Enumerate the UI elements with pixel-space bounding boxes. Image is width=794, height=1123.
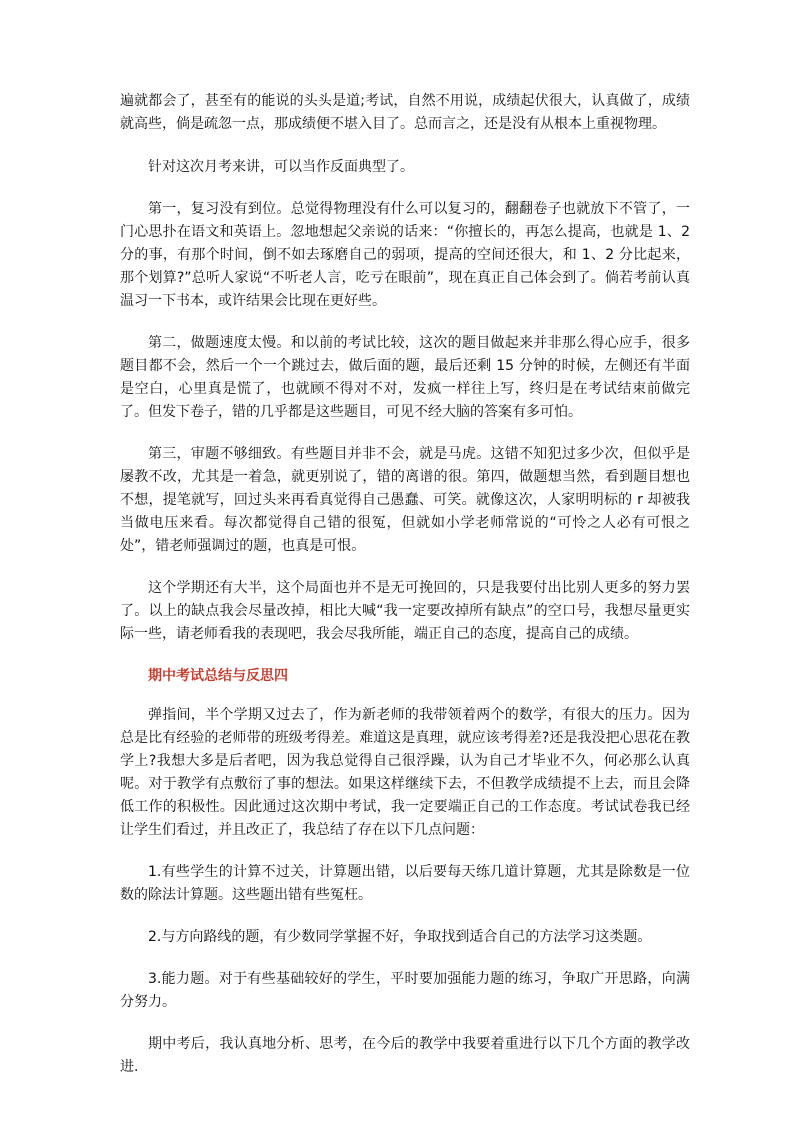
- paragraph-continuation: 遍就都会了，甚至有的能说的头头是道;考试，自然不用说，成绩起伏很大，认真做了，成绩就高些，倘是疏忽一点，那成绩便不堪入目了。总而言之，还是没有从根本上重视物理。: [120, 93, 690, 132]
- section-heading: 期中考试总结与反思四: [148, 668, 288, 684]
- paragraph-point-two: 第二，做题速度太慢。和以前的考试比较，这次的题目做起来并非那么得心应手，很多题目都不会，然后一个一个跳过去，做后面的题，最后还剩 15 分钟的时候，左侧还有半面是空白，心里真是慌了，也就顾不得对不对，发疯一样往上写，终归是在考试结束前做完了。但发下卷子，错的几乎都是这些题目，可见不经大脑的答案有多可怕。: [120, 335, 690, 420]
- document-page: [120, 90, 690, 1098]
- paragraph-intro: 弹指间，半个学期又过去了，作为新老师的我带领着两个的数学，有很大的压力。因为总是比有经验的老师带的班级考得差。难道这是真理，就应该考得差?还是我没把心思花在教学上?我想大多是后者吧，因为我总觉得自己很浮躁，认为自己才毕业不久，何必那么认真呢。对于教学有点敷衍了事的想法。如果这样继续下去，不但教学成绩提不上去，而且会降低工作的积极性。因此通过这次期中考试，我一定要端正自己的工作态度。考试试卷我已经让学生们看过，并且改正了，我总结了存在以下几点问题：: [120, 707, 690, 838]
- paragraph-point-three: 第三，审题不够细致。有些题目并非不会，就是马虎。这错不知犯过多少次，但似乎是屡教不改，尤其是一着急，就更别说了，错的离谱的很。第四，做题想当然，看到题目想也不想，提笔就写，回过头来再看真觉得自己愚蠢、可笑。就像这次，人家明明标的 r 却被我当做电压来看。每次都觉得自己错的很冤，但就如小学老师常说的“可怜之人必有可恨之处”，错老师强调过的题，也真是可恨。: [120, 446, 690, 554]
- paragraph-final: 期中考后，我认真地分析、思考，在今后的教学中我要着重进行以下几个方面的教学改进.: [120, 1036, 690, 1075]
- paragraph-conclusion: 这个学期还有大半，这个局面也并不是无可挽回的，只是我要付出比别人更多的努力罢了。以上的缺点我会尽量改掉，相比大喊“我一定要改掉所有缺点”的空口号，我想尽量更实际一些，请老师看我的表现吧，我会尽我所能，端正自己的态度，提高自己的成绩。: [120, 580, 690, 642]
- list-item-2: 2.与方向路线的题，有少数同学掌握不好，争取找到适合自己的方法学习这类题。: [148, 929, 652, 945]
- list-item-1: 1.有些学生的计算不过关，计算题出错，以后要每天练几道计算题，尤其是除数是一位数的除法计算题。这些题出错有些冤枉。: [120, 864, 690, 903]
- paragraph-monthly-exam: 针对这次月考来讲，可以当作反面典型了。: [148, 159, 414, 175]
- paragraph-point-one: 第一，复习没有到位。总觉得物理没有什么可以复习的，翻翻卷子也就放下不管了，一门心思扑在语文和英语上。忽地想起父亲说的话来：“你擅长的，再怎么提高，也就是 1、2 分的事，有那个时间，倒不如去琢磨自己的弱项，提高的空间还很大，和 1、2 分比起来，那个划算?”总听人家说“不听老人言，吃亏在眼前”，现在真正自己体会到了。倘若考前认真温习一下书本，或许结果会比现在更好些。: [120, 201, 690, 309]
- list-item-3: 3.能力题。对于有些基础较好的学生，平时要加强能力题的练习，争取广开思路，向满分努力。: [120, 971, 690, 1010]
